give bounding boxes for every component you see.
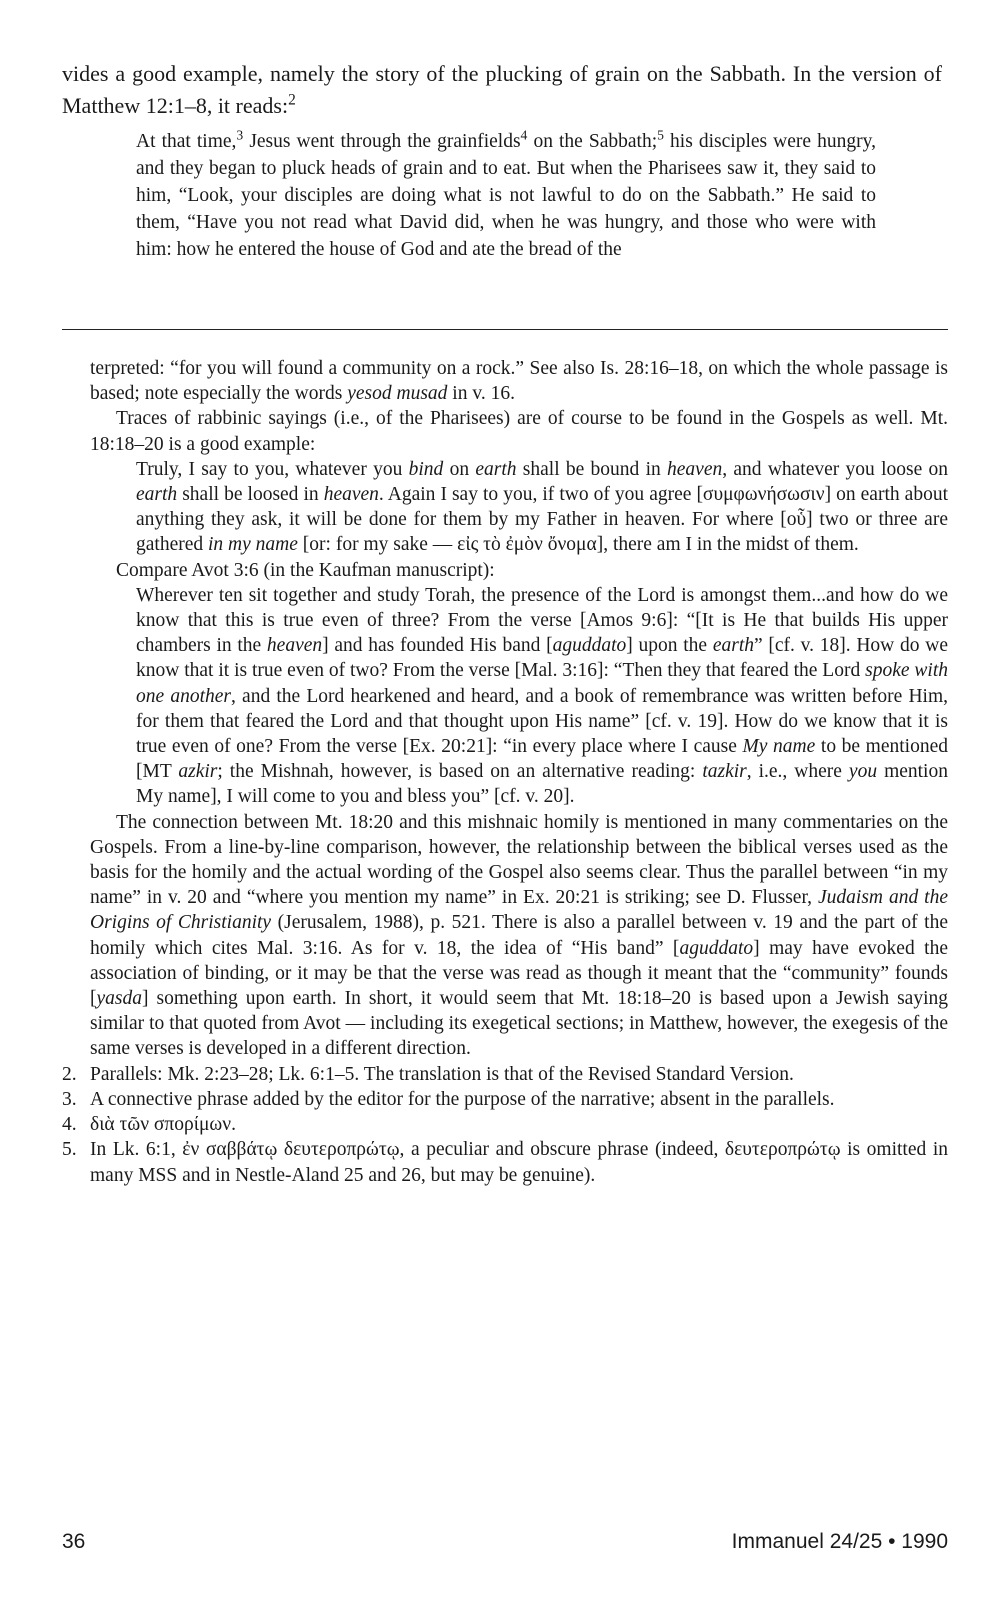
quote-text: Wherever ten sit together and study Torah, the presence of the Lord is amongst them...and how do we know that this is true even of three? From the verse [Amos 9:6]: “[It is He that builds His upper chambers in the (136, 584, 948, 657)
note-text: terpreted: “for you will found a community on a rock.” See also Is. 28:16–18, on which the whole passage is based; note especially the words (90, 358, 948, 405)
quote-text: shall be bound in (516, 458, 668, 480)
quote-text: on the Sabbath; (527, 131, 658, 152)
quote-text: . Again I say to you, if two of you agree [συμφωνήσωσιν] on earth about anything they ask, it will be done for them by my Father in heaven. For where [οὗ] two or three are gathered (136, 484, 948, 556)
note-text: The connection between Mt. 18:20 and this mishnaic homily is mentioned in many commentaries on the Gospels. From a line-by-line comparison, however, the relationship between the biblical verses used as the basis for the homily and the actual wording of the Gospel also seems clear. Thus the parallel between “in my name” in v. 20 and “where you mention my name” in Ex. 20:21 is striking; see D. Flusser, (90, 811, 948, 909)
quote-emphasis: tazkir (702, 761, 747, 783)
quote-text: Jesus went through the grainfields (243, 131, 521, 152)
note-emphasis: aguddato (679, 937, 754, 959)
note-1-continuation (90, 356, 948, 406)
main-text (62, 58, 942, 122)
footnote-ref-4: 4 (520, 127, 528, 143)
quote-emphasis: heaven (323, 484, 379, 506)
note-text: ] may have evoked the association of binding, or it may be that the verse was read as though it meant that the “community” founds [ (90, 937, 948, 1010)
quote-emphasis: aguddato (552, 635, 627, 657)
quote-emphasis: you (848, 761, 878, 783)
quote-text: At that time, (136, 131, 237, 152)
book-title: Judaism and the Origins of Christianity (90, 887, 949, 934)
note-emphasis: yasda (96, 988, 142, 1010)
note-quote-avot (136, 583, 948, 810)
quote-emphasis: spoke with one another (136, 660, 948, 707)
footnote-text: A connective phrase added by the editor for the purpose of the narrative; absent in the parallels. (90, 1088, 835, 1110)
footnote-number: 2. (62, 1063, 77, 1085)
intro-paragraph (62, 58, 942, 122)
journal-citation: Immanuel 24/25 • 1990 (731, 1530, 948, 1553)
note-1-paragraph: Traces of rabbinic sayings (i.e., of the Pharisees) are of course to be found in the Gospels as well. Mt. 18:18–20 is a good example: (90, 408, 948, 455)
quote-text: on (443, 458, 476, 480)
quote-emphasis: in my name (208, 534, 298, 556)
footnote-divider (62, 329, 948, 330)
footnote-5 (62, 1137, 948, 1187)
footnote-number: 5. (62, 1139, 77, 1161)
quote-text: [or: for my sake — εἰς τὸ ἐμὸν ὄνομα], there am I in the midst of them. (297, 534, 859, 556)
quote-text: his disciples were hungry, and they began to pluck heads of grain and to eat. But when the Pharisees saw it, they said to him, “Look, your disciples are doing what is not lawful to do on the Sabbath.” He said to them, “Have you not read what David did, when he was hungry, and those who were with him: how he entered the house of God and ate the bread of the (136, 131, 876, 260)
footnote-4 (62, 1112, 948, 1137)
quote-emphasis: heaven (667, 458, 723, 480)
quote-text: shall be loosed in (177, 484, 324, 506)
quote-text: ; the Mishnah, however, is based on an alternative reading: (217, 761, 703, 783)
quote-text: , i.e., where (746, 761, 849, 783)
quote-text: , and whatever you loose on (722, 458, 948, 480)
quote-emphasis: earth (475, 458, 517, 480)
quote-text: to be mentioned [MT (136, 736, 948, 783)
quote-text: ” [cf. v. 18]. How do we know that it is true even of two? From the verse [Mal. 3:16]: “Then they that feared the Lord (136, 635, 948, 682)
note-emphasis: yesod musad (347, 383, 448, 405)
footnote-3 (62, 1087, 948, 1112)
quote-text: , and the Lord hearkened and heard, and a book of remembrance was written before Him, for them that feared the Lord and that thought upon His name” [cf. v. 19]. How do we know that it is true even of one? From the verse [Ex. 20:21]: “in every place where I cause (136, 685, 948, 758)
matthew-quote (136, 128, 876, 263)
quote-text: mention My name], I will come to you and bless you” [cf. v. 20]. (136, 761, 948, 808)
footnote-ref-5: 5 (657, 127, 664, 143)
quote-emphasis: My name (742, 736, 816, 758)
footnote-text: In Lk. 6:1, ἐν σαββάτῳ δευτεροπρώτῳ, a peculiar and obscure phrase (indeed, δευτεροπρώτῳ is omitted in many MSS and in Nestle-Aland 25 and 26, but may be genuine). (90, 1139, 948, 1186)
footnote-ref-3: 3 (236, 127, 244, 143)
quote-emphasis: earth (712, 635, 754, 657)
quote-emphasis: azkir (178, 761, 218, 783)
note-text: in v. 16. (447, 383, 515, 405)
note-text: (Jerusalem, 1988), p. 521. There is also a parallel between v. 19 and the part of the homily which cites Mal. 3:16. As for v. 18, the idea of “His band” [ (90, 912, 948, 959)
footnote-text: Parallels: Mk. 2:23–28; Lk. 6:1–5. The translation is that of the Revised Standard Version. (90, 1063, 794, 1085)
quote-text: ] upon the (626, 635, 713, 657)
note-1-paragraph (90, 810, 948, 1062)
quote-emphasis: bind (408, 458, 444, 480)
quote-emphasis: earth (136, 484, 178, 506)
footnote-ref-2: 2 (288, 91, 296, 109)
note-text: ] something upon earth. In short, it would seem that Mt. 18:18–20 is based upon a Jewish saying similar to that quoted from Avot — including its exegetical sections; in Matthew, however, the exegesis of the same verses is developed in a different direction. (90, 988, 948, 1060)
intro-text: vides a good example, namely the story of the plucking of grain on the Sabbath. In the version of Matthew 12:1–8, it reads: (62, 61, 942, 118)
quote-text: ] and has founded His band [ (322, 635, 553, 657)
footnotes (62, 356, 949, 1188)
footnote-number: 4. (62, 1114, 77, 1136)
quote-text: Truly, I say to you, whatever you (136, 458, 409, 480)
footnote-number: 3. (62, 1088, 77, 1110)
note-1-paragraph: Compare Avot 3:6 (in the Kaufman manuscript): (116, 559, 495, 581)
page-number: 36 (62, 1530, 86, 1553)
note-quote-matthew (136, 457, 948, 558)
quote-emphasis: heaven (266, 635, 323, 657)
footnote-2 (62, 1062, 948, 1087)
footnote-text: διὰ τῶν σπορίμων. (90, 1114, 236, 1136)
